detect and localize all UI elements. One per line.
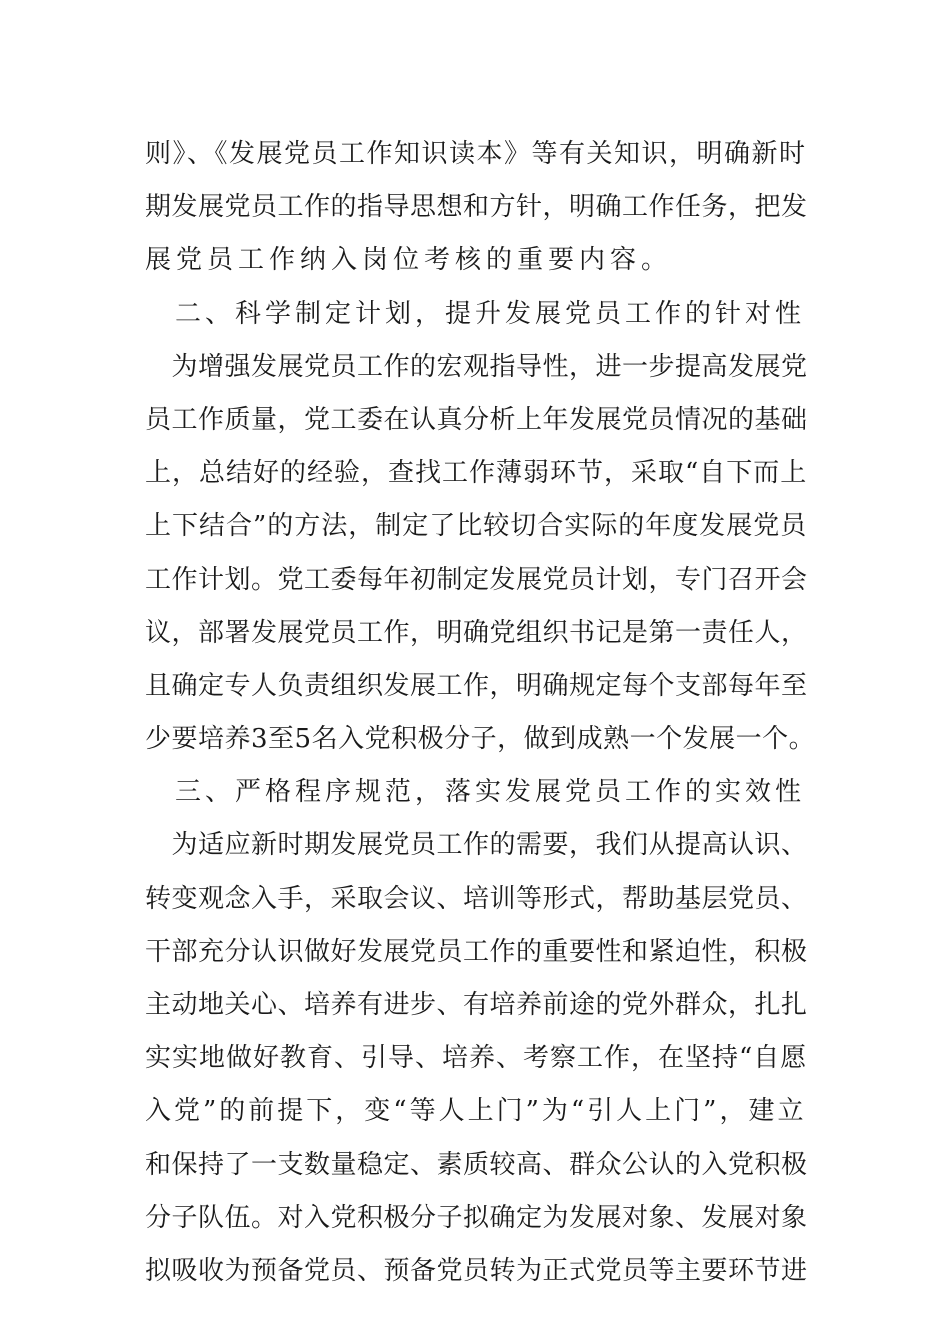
text-line: 转变观念入手，采取会议、培训等形式，帮助基层党员、 bbox=[145, 883, 808, 914]
text-line: 主动地关心、培养有进步、有培养前途的党外群众，扎扎 bbox=[145, 990, 808, 1020]
text-line: 则》、《发展党员工作知识读本》等有关知识，明确新时 bbox=[145, 139, 807, 169]
document-body bbox=[145, 128, 815, 1298]
text-line: 拟吸收为预备党员、预备党员转为正式党员等主要环节进 bbox=[145, 1255, 808, 1286]
section-heading: 二、科学制定计划，提升发展党员工作的针对性 bbox=[145, 298, 806, 329]
text-line: 和保持了一支数量稳定、素质较高、群众公认的入党积极 bbox=[145, 1149, 808, 1180]
text-line: 入党”的前提下，变“等人上门”为“引人上门”，建立 bbox=[145, 1096, 807, 1127]
text-line: 且确定专人负责组织发展工作，明确规定每个支部每年至 bbox=[145, 670, 808, 701]
text-line: 展党员工作纳入岗位考核的重要内容。 bbox=[145, 245, 673, 276]
section-heading: 三、严格程序规范，落实发展党员工作的实效性 bbox=[145, 777, 806, 808]
text-line: 员工作质量，党工委在认真分析上年发展党员情况的基础 bbox=[145, 404, 808, 435]
text-line: 少要培养3至5名入党积极分子，做到成熟一个发展一个。 bbox=[145, 724, 815, 755]
text-line: 干部充分认识做好发展党员工作的重要性和紧迫性，积极 bbox=[145, 936, 808, 967]
text-line: 议，部署发展党员工作，明确党组织书记是第一责任人， bbox=[145, 617, 808, 648]
text-line: 分子队伍。对入党积极分子拟确定为发展对象、发展对象 bbox=[145, 1202, 808, 1233]
text-line: 为增强发展党员工作的宏观指导性，进一步提高发展党 bbox=[145, 351, 808, 382]
text-line: 期发展党员工作的指导思想和方针，明确工作任务，把发 bbox=[145, 192, 808, 223]
text-line: 实实地做好教育、引导、培养、考察工作，在坚持“自愿 bbox=[145, 1043, 808, 1074]
text-line: 为适应新时期发展党员工作的需要，我们从提高认识、 bbox=[145, 830, 808, 861]
text-line: 工作计划。党工委每年初制定发展党员计划，专门召开会 bbox=[145, 564, 808, 595]
text-line: 上，总结好的经验，查找工作薄弱环节，采取“自下而上 bbox=[145, 458, 808, 489]
text-line: 上下结合”的方法，制定了比较切合实际的年度发展党员 bbox=[145, 511, 808, 542]
